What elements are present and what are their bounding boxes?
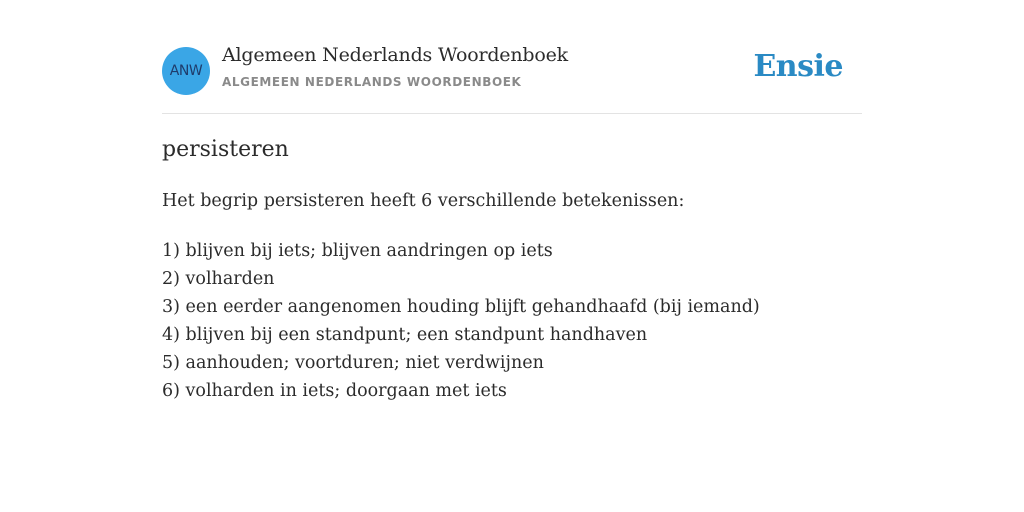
source-header — [162, 0, 862, 114]
meaning-item: 3) een eerder aangenomen houding blijft gehandhaafd (bij iemand) — [162, 297, 760, 317]
entry-intro: Het begrip persisteren heeft 6 verschillende betekenissen: — [162, 191, 685, 211]
source-title-link[interactable]: Algemeen Nederlands Woordenboek — [222, 44, 568, 66]
anw-logo[interactable]: ANW — [162, 47, 210, 95]
meaning-item: 6) volharden in iets; doorgaan met iets — [162, 381, 507, 401]
meaning-item: 2) volharden — [162, 269, 275, 289]
source-subtitle: ALGEMEEN NEDERLANDS WOORDENBOEK — [222, 75, 522, 89]
entry-card — [162, 0, 862, 512]
meaning-item: 5) aanhouden; voortduren; niet verdwijnen — [162, 353, 544, 373]
meaning-item: 4) blijven bij een standpunt; een standpunt handhaven — [162, 325, 648, 345]
meanings-list — [162, 237, 760, 405]
entry-word: persisteren — [162, 137, 289, 162]
meaning-item: 1) blijven bij iets; blijven aandringen op iets — [162, 241, 553, 261]
ensie-logo[interactable]: Ensie — [753, 49, 843, 84]
